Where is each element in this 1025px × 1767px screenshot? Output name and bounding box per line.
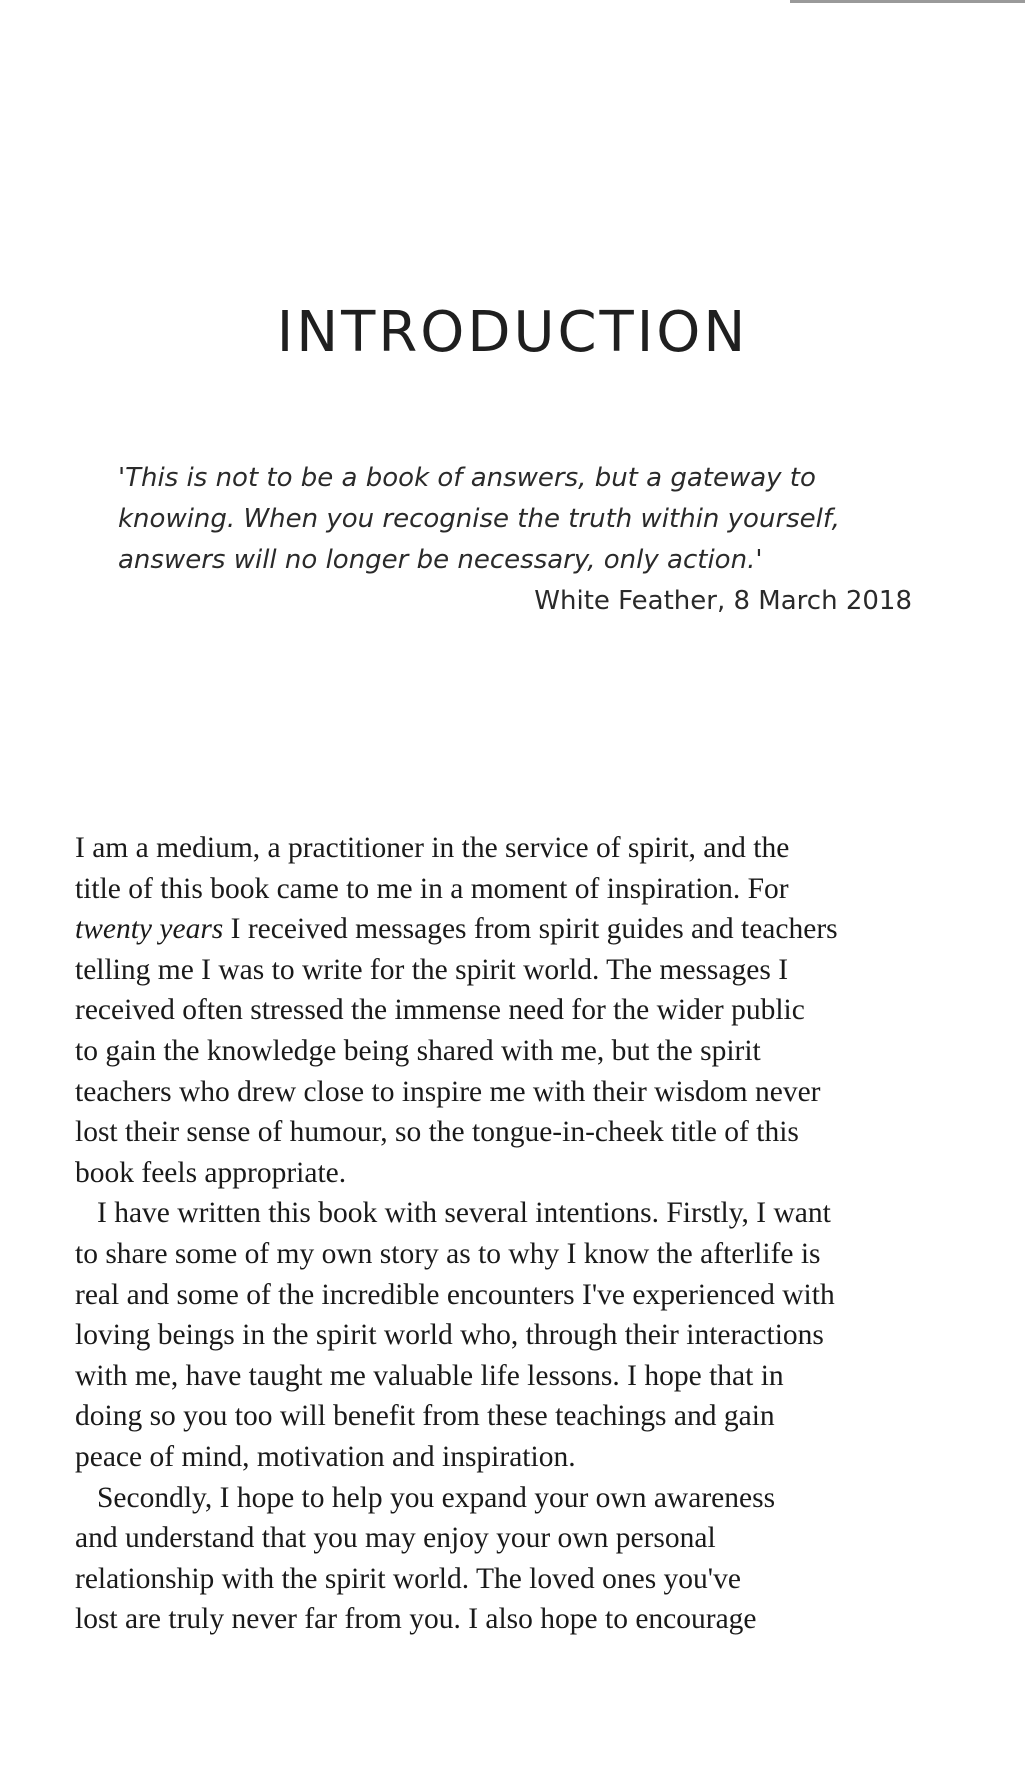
body-line: book feels appropriate.	[75, 1156, 347, 1189]
body-line: real and some of the incredible encounters I've experienced with	[75, 1278, 835, 1311]
body-line: lost their sense of humour, so the tongue-in-cheek title of this	[75, 1116, 799, 1149]
body-line: peace of mind, motivation and inspiration.	[75, 1440, 576, 1473]
body-text	[75, 828, 935, 1640]
body-line: received often stressed the immense need for the wider public	[75, 994, 805, 1027]
body-line: I have written this book with several intentions. Firstly, I want	[97, 1197, 831, 1230]
page-edge-rule	[790, 0, 1025, 3]
body-line: Secondly, I hope to help you expand your own awareness	[97, 1481, 776, 1514]
body-line: lost are truly never far from you. I also hope to encourage	[75, 1603, 757, 1636]
body-line: to gain the knowledge being shared with me, but the spirit	[75, 1034, 761, 1067]
body-line: and understand that you may enjoy your own personal	[75, 1522, 716, 1555]
body-line: loving beings in the spirit world who, through their interactions	[75, 1319, 824, 1352]
epigraph-line: answers will no longer be necessary, only action.'	[118, 545, 763, 575]
epigraph-attribution: White Feather, 8 March 2018	[534, 586, 912, 616]
epigraph	[118, 458, 918, 622]
epigraph-line: 'This is not to be a book of answers, but a gateway to	[118, 463, 816, 493]
body-line: I am a medium, a practitioner in the service of spirit, and the	[75, 832, 790, 864]
body-line: telling me I was to write for the spirit world. The messages I	[75, 953, 789, 986]
chapter-title: INTRODUCTION	[276, 300, 749, 365]
epigraph-line: knowing. When you recognise the truth within yourself,	[118, 504, 840, 534]
body-line: relationship with the spirit world. The loved ones you've	[75, 1562, 741, 1595]
emphasis-text: twenty years	[75, 913, 224, 946]
body-line: teachers who drew close to inspire me with their wisdom never	[75, 1075, 821, 1108]
body-line: doing so you too will benefit from these teachings and gain	[75, 1400, 775, 1433]
body-line	[75, 909, 935, 950]
body-line: title of this book came to me in a moment of inspiration. For	[75, 872, 789, 905]
body-line-rest: I received messages from spirit guides and teachers	[223, 913, 838, 946]
body-line: with me, have taught me valuable life lessons. I hope that in	[75, 1359, 784, 1392]
body-line: to share some of my own story as to why I know the afterlife is	[75, 1237, 821, 1270]
